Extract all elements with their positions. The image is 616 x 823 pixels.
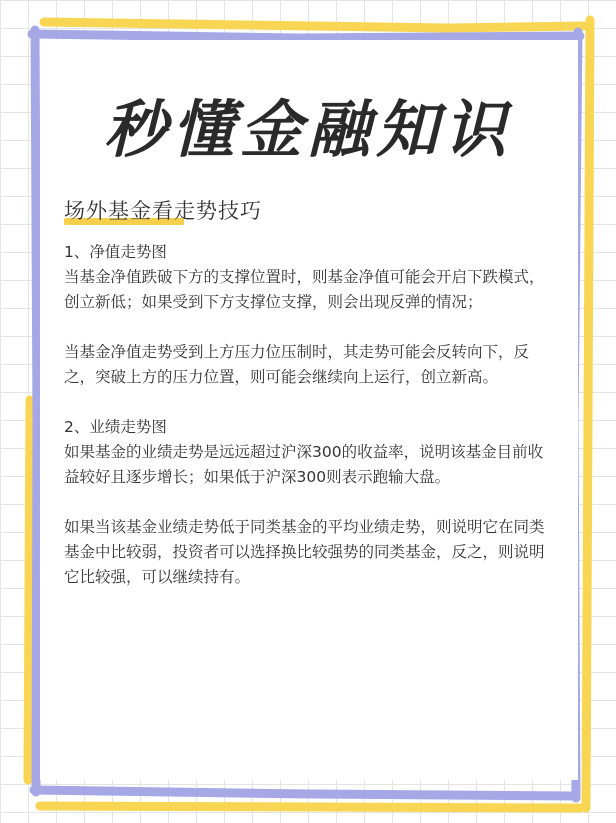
frame-yellow-left [28,400,30,780]
paragraph: 当基金净值跌破下方的支撑位置时，则基金净值可能会开启下跌模式，创立新低；如果受到下方支撑位支撑，则会出现反弹的情况； [64,268,545,311]
paragraph: 当基金净值走势受到上方压力位压制时，其走势可能会反转向下，反之，突破上方的压力位置，则可能会继续向上运行，创立新高。 [64,343,530,386]
paragraph: 如果基金的业绩走势是远远超过沪深300的收益率，说明该基金目前收益较好且逐步增长；如果低于沪深300则表示跑输大盘。 [64,443,544,486]
frame-yellow-top [44,22,584,28]
frame-purple-top [32,34,580,38]
article-body [64,240,554,590]
subtitle [64,195,262,225]
subtitle-block [64,195,262,225]
frame-yellow-bottom [40,806,580,808]
frame-purple-bottom [34,790,576,796]
section-heading: 2、业绩走势图 [64,418,167,436]
subtitle-text: 场外基金看走势技巧 [64,199,262,223]
section-heading: 1、净值走势图 [64,243,167,261]
paragraph: 如果当该基金业绩走势低于同类基金的平均业绩走势，则说明它在同类基金中比较弱，投资者可以选择换比较强势的同类基金，反之，则说明它比较强，可以继续持有。 [64,518,545,586]
page-title: 秒懂金融知识 [103,93,512,166]
